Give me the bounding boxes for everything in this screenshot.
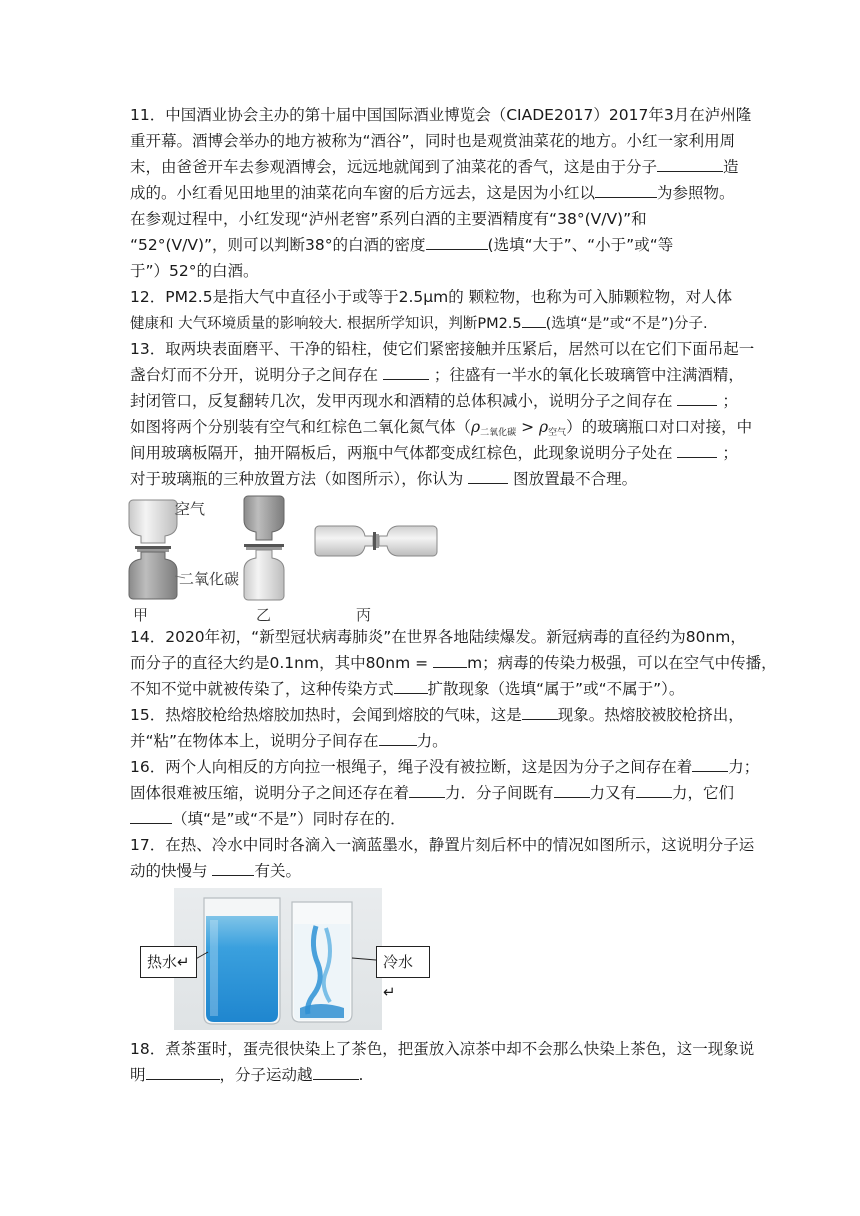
answer-blank[interactable] [657,154,723,172]
q11-text: 造 [723,158,739,176]
q13-text: ； [722,444,738,462]
q13-text: ；往盛有一半水的氧化长玻璃管中注满酒精， [433,366,744,384]
question-17 [130,832,755,884]
hot-water-label: 热水↵ [140,946,197,978]
bottle-setup-yi [244,496,284,600]
q14-text: 扩散现象（选填“属于”或“不属于”）。 [427,680,685,698]
label-bing: 丙 [356,606,372,624]
q17-line-1: 17．在热、冷水中同时各滴入一滴蓝墨水，静置片刻后杯中的情况如图所示，这说明分子运 [130,836,755,854]
answer-blank[interactable] [146,1062,220,1080]
q17-text: 动的快慢与 [130,862,208,880]
q16-text: 固体很难被压缩，说明分子之间还存在着 [130,784,410,802]
q11-text: 末，由爸爸开车去参观酒博会，远远地就闻到了油菜花的香气，这是由于分子 [130,158,658,176]
q18-line-2 [130,1062,732,1088]
q14-line-2 [130,650,777,676]
q15-text: 现象。热熔胶被胶枪挤出， [557,706,744,724]
density-subscript: 空气 [548,428,567,438]
answer-blank[interactable] [636,780,672,798]
label-carbon-dioxide: 二氧化碳 [179,570,240,588]
question-16 [130,754,760,832]
q16-text: 力； [728,758,760,776]
answer-blank[interactable] [130,806,172,824]
answer-blank[interactable] [409,780,445,798]
q13-line-6 [130,466,732,492]
q13-text: 对于玻璃瓶的三种放置方法（如图所示），你认为 [130,470,464,488]
q16-text: 力．分子间既有 [445,784,554,802]
q13-line-2 [130,362,744,388]
answer-blank[interactable] [692,754,728,772]
q13-line-3 [130,388,738,414]
greater-than: > [516,418,539,436]
q13-text: 盏台灯而不分开，说明分子之间存在 [130,366,379,384]
q18-text: ，分子运动越 [219,1066,313,1084]
q11-line-6 [130,232,732,258]
q18-line-1: 18．煮茶蛋时，蛋壳很快染上了茶色，把蛋放入凉茶中却不会那么快染上茶色，这一现象说 [130,1040,755,1058]
question-15 [130,702,744,754]
density-subscript: 二氧化碳 [480,428,517,438]
q16-text: 力，它们 [672,784,735,802]
q11-text: 为参照物。 [657,184,735,202]
question-12 [130,284,732,336]
label-yi: 乙 [256,606,272,624]
q13-line-4 [130,414,753,440]
answer-blank[interactable] [433,650,467,668]
q11-line-3 [130,154,739,180]
question-11 [130,102,752,284]
beakers-figure [140,888,430,1030]
answer-blank[interactable] [595,180,657,198]
q13-line-1: 13．取两块表面磨平、干净的铅柱，使它们紧密接触并压紧后，居然可以在它们下面吊起一 [130,340,755,358]
density-symbol: ρ [539,418,549,436]
answer-blank[interactable] [313,1062,359,1080]
q11-text: (选填“大于”、“小于”或“等 [487,236,674,254]
question-18 [130,1036,755,1088]
q12-line-1: 12．PM2.5是指大气中直径小于或等于2.5μm的 颗粒物，也称为可入肺颗粒物，对人体 [130,288,733,306]
q13-text: 封闭管口，反复翻转几次，发甲丙现水和酒精的总体积减小，说明分子之间存在 [130,392,673,410]
cold-water-label: 冷水↵ [376,946,430,978]
answer-blank[interactable] [677,388,717,406]
q13-text: ； [722,392,738,410]
cold-water-beaker [292,902,352,1022]
q12-text: (选填“是”或“不是”)分子. [545,316,708,332]
answer-blank[interactable] [426,232,488,250]
answer-blank[interactable] [468,466,508,484]
bottle-arrangement-figure [125,494,455,624]
q14-line-1: 14．2020年初，“新型冠状病毒肺炎”在世界各地陆续爆发。新冠病毒的直径约为80nm， [130,628,746,646]
hot-water-beaker [204,898,280,1024]
answer-blank[interactable] [394,676,428,694]
q15-text: 并“粘”在物体本上，说明分子间存在 [130,732,379,750]
q18-text: 明 [130,1066,146,1084]
q17-line-2 [130,858,732,884]
answer-blank[interactable] [554,780,590,798]
density-symbol: ρ [471,418,481,436]
answer-blank[interactable] [379,728,417,746]
answer-blank[interactable] [383,362,429,380]
q11-line-4 [130,180,735,206]
bottle-setup-jia [129,500,177,599]
q13-text: 图放置最不合理。 [513,470,638,488]
q13-text: ）的玻璃瓶口对口对接，中 [566,418,753,436]
q13-line-5 [130,440,738,466]
q15-line-1 [130,702,744,728]
q16-text: 力又有 [589,784,637,802]
label-jia: 甲 [133,606,149,624]
q15-line-2 [130,728,732,754]
bottle-setup-bing [315,526,437,556]
q15-text: 15．热熔胶枪给热熔胶加热时，会闻到熔胶的气味，这是 [130,706,522,724]
q11-line-7: 于”）52°的白酒。 [130,262,259,280]
answer-blank[interactable] [522,310,546,328]
q13-text: 间用玻璃板隔开，抽开隔板后，两瓶中气体都变成红棕色，此现象说明分子处在 [130,444,673,462]
label-air: 空气 [175,500,206,518]
q15-text: 力。 [416,732,448,750]
q16-text: 16．两个人向相反的方向拉一根绳子，绳子没有被拉断，这是因为分子之间存在着 [130,758,693,776]
q12-line-2 [130,310,732,336]
q11-line-2: 重开幕。酒博会举办的地方被称为“酒谷”，同时也是观赏油菜花的地方。小红一家利用周 [130,132,736,150]
q16-line-1 [130,754,760,780]
q14-line-3 [130,676,732,702]
q11-text: “52°(V/V)”，则可以判断38°的白酒的密度 [130,236,426,254]
q16-line-3 [130,806,732,832]
q14-text: 而分子的直径大约是0.1nm，其中80nm = [130,654,429,672]
q14-text: m；病毒的传染力极强，可以在空气中传播， [467,654,777,672]
q17-text: 有关。 [254,862,301,880]
question-13 [130,336,755,492]
q11-line-5: 在参观过程中，小红发现“泸州老窖”系列白酒的主要酒精度有“38°(V/V)”和 [130,210,647,228]
q13-text: 如图将两个分别装有空气和红棕色二氧化氮气体（ [130,418,472,436]
q12-text: 健康和 大气环境质量的影响较大. 根据所学知识，判断PM2.5 [130,316,522,332]
answer-blank[interactable] [522,702,558,720]
q11-text: 成的。小红看见田地里的油菜花向车窗的后方远去，这是因为小红以 [130,184,596,202]
q11-line-1: 11．中国酒业协会主办的第十届中国国际酒业博览会（CIADE2017）2017年3月在泸州隆 [130,106,752,124]
answer-blank[interactable] [212,858,254,876]
q16-text: （填“是”或“不是”）同时存在的． [172,810,406,828]
question-14 [130,624,777,702]
q14-text: 不知不觉中就被传染了，这种传染方式 [130,680,394,698]
q18-text: . [358,1066,364,1084]
answer-blank[interactable] [677,440,717,458]
q16-line-2 [130,780,735,806]
